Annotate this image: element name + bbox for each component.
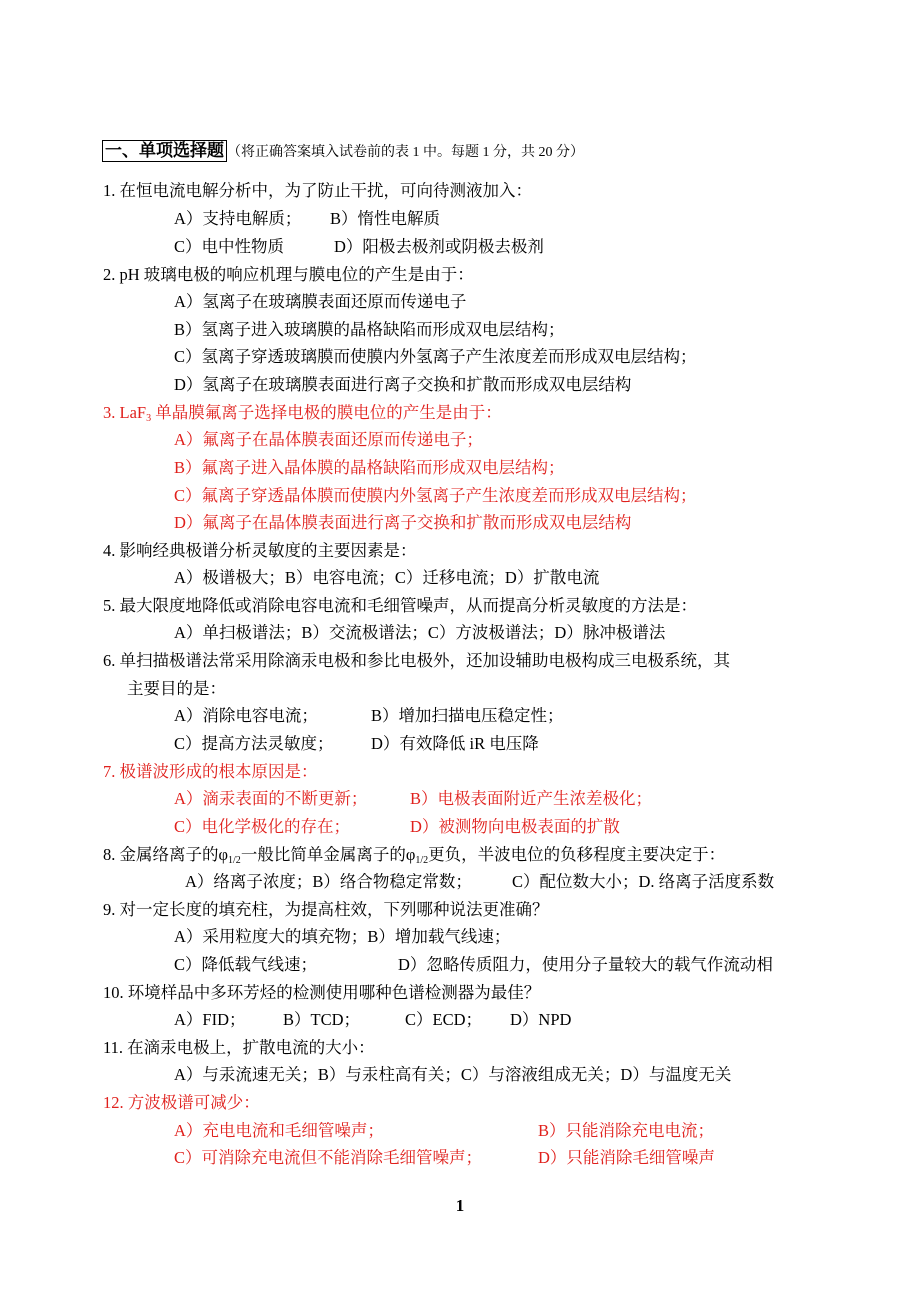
- question-5-stem: 5. 最大限度地降低或消除电容电流和毛细管噪声，从而提高分析灵敏度的方法是：: [103, 596, 697, 615]
- question-2-option-a: A）氢离子在玻璃膜表面还原而传递电子: [174, 292, 467, 311]
- question-6-option-b: B）增加扫描电压稳定性；: [371, 706, 564, 725]
- question-8-stem-b: 一般比简单金属离子的φ: [240, 845, 416, 864]
- question-3-stem-b: 单晶膜氟离子选择电极的膜电位的产生是由于：: [151, 403, 502, 422]
- question-3-option-b: B）氟离子进入晶体膜的晶格缺陷而形成双电层结构；: [174, 458, 565, 477]
- question-6-option-a: A）消除电容电流；: [174, 706, 318, 725]
- question-4-stem: 4. 影响经典极谱分析灵敏度的主要因素是：: [103, 541, 417, 560]
- question-7-option-a: A）滴汞表面的不断更新；: [174, 789, 368, 808]
- question-6-stem: 6. 单扫描极谱法常采用除滴汞电极和参比电极外，还加设辅助电极构成三电极系统，其: [103, 651, 730, 670]
- question-8-options-ab: A）络离子浓度；B）络合物稳定常数；: [185, 872, 472, 891]
- question-10-option-c: C）ECD；: [405, 1010, 483, 1029]
- section-title: 一、单项选择题: [102, 140, 227, 162]
- question-9-option-d: D）忽略传质阻力，使用分子量较大的载气作流动相: [398, 955, 773, 974]
- question-1-option-d: D）阳极去极剂或阴极去极剂: [334, 237, 544, 256]
- question-9-option-c: C）降低载气线速；: [174, 955, 318, 974]
- question-8-options-cd: C）配位数大小；D. 络离子活度系数: [512, 872, 775, 891]
- question-6-option-c: C）提高方法灵敏度；: [174, 734, 334, 753]
- question-9-options-ab: A）采用粒度大的填充物；B）增加载气线速；: [174, 927, 511, 946]
- question-10-option-d: D）NPD: [510, 1010, 572, 1029]
- question-8-stem-a: 8. 金属络离子的φ: [103, 845, 229, 864]
- section-note: （将正确答案填入试卷前的表 1 中。每题 1 分，共 20 分）: [227, 145, 584, 160]
- question-7-option-d: D）被测物向电极表面的扩散: [410, 817, 620, 836]
- question-12-option-c: C）可消除充电流但不能消除毛细管噪声；: [174, 1148, 483, 1167]
- question-2-option-b: B）氢离子进入玻璃膜的晶格缺陷而形成双电层结构；: [174, 320, 565, 339]
- question-10-option-b: B）TCD；: [283, 1010, 361, 1029]
- question-4-options: A）极谱极大；B）电容电流；C）迁移电流；D）扩散电流: [174, 568, 600, 587]
- question-5-options: A）单扫极谱法；B）交流极谱法；C）方波极谱法；D）脉冲极谱法: [174, 623, 666, 642]
- question-11-options: A）与汞流速无关；B）与汞柱高有关；C）与溶液组成无关；D）与温度无关: [174, 1065, 732, 1084]
- question-7-stem: 7. 极谱波形成的根本原因是：: [103, 762, 318, 781]
- question-1-option-c: C）电中性物质: [174, 237, 285, 256]
- question-7-option-b: B）电极表面附近产生浓差极化；: [410, 789, 653, 808]
- question-11-stem: 11. 在滴汞电极上，扩散电流的大小：: [103, 1038, 375, 1057]
- question-1-option-b: B）惰性电解质: [330, 209, 441, 228]
- question-2-option-d: D）氢离子在玻璃膜表面进行离子交换和扩散而形成双电层结构: [174, 375, 632, 394]
- question-10-stem: 10. 环境样品中多环芳烃的检测使用哪种色谱检测器为最佳？: [103, 983, 541, 1002]
- question-8-stem: [103, 844, 725, 866]
- question-12-stem: 12. 方波极谱可减少：: [103, 1093, 260, 1112]
- question-3-subscript: 3: [146, 413, 152, 424]
- question-3-option-d: D）氟离子在晶体膜表面进行离子交换和扩散而形成双电层结构: [174, 513, 632, 532]
- page-number: 1: [455, 1196, 465, 1215]
- question-2-option-c: C）氢离子穿透玻璃膜而使膜内外氢离子产生浓度差而形成双电层结构；: [174, 347, 697, 366]
- section-header: [102, 140, 584, 164]
- question-8-subscript-1: 1/2: [228, 855, 241, 866]
- question-10-option-a: A）FID；: [174, 1010, 246, 1029]
- question-6-stem-continued: 主要目的是：: [127, 679, 226, 698]
- question-3-stem-a: 3. LaF: [103, 403, 147, 422]
- question-8-stem-c: 更负，半波电位的负移程度主要决定于：: [428, 845, 726, 864]
- question-12-option-d: D）只能消除毛细管噪声: [538, 1148, 715, 1167]
- question-1-option-a: A）支持电解质；: [174, 209, 302, 228]
- question-12-option-a: A）充电电流和毛细管噪声；: [174, 1121, 384, 1140]
- question-7-option-c: C）电化学极化的存在；: [174, 817, 351, 836]
- question-9-stem: 9. 对一定长度的填充柱，为提高柱效，下列哪种说法更准确？: [103, 900, 549, 919]
- question-8-subscript-2: 1/2: [415, 855, 429, 866]
- question-3-stem: [103, 402, 502, 424]
- question-6-option-d: D）有效降低 iR 电压降: [371, 734, 539, 753]
- question-12-option-b: B）只能消除充电电流；: [538, 1121, 715, 1140]
- question-2-stem: 2. pH 玻璃电极的响应机理与膜电位的产生是由于：: [103, 265, 474, 284]
- question-1-stem: 1. 在恒电流电解分析中，为了防止干扰，可向待测液加入：: [103, 181, 532, 200]
- question-3-option-a: A）氟离子在晶体膜表面还原而传递电子；: [174, 430, 483, 449]
- question-3-option-c: C）氟离子穿透晶体膜而使膜内外氢离子产生浓度差而形成双电层结构；: [174, 486, 697, 505]
